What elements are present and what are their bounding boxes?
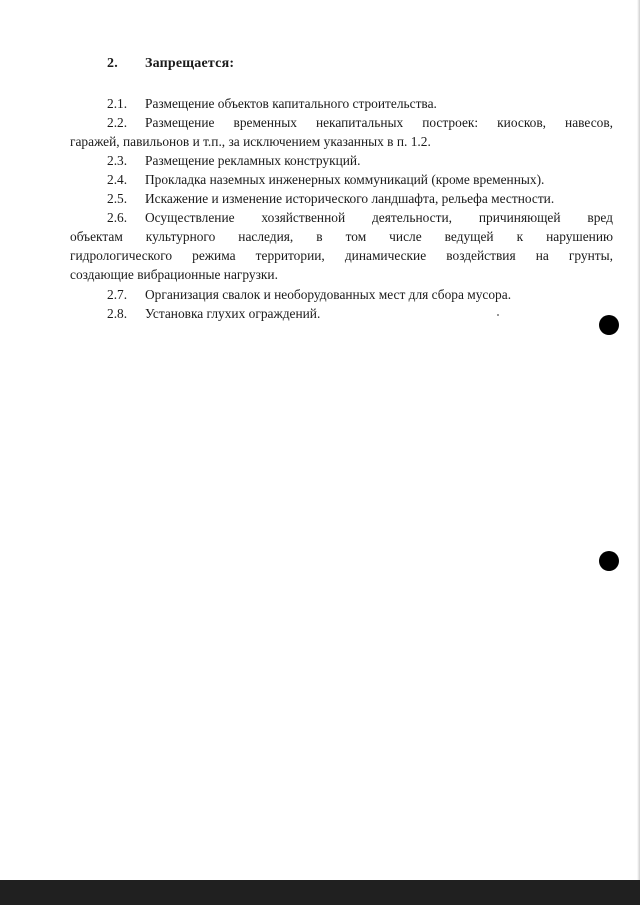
item-line: создающие вибрационные нагрузки.: [70, 267, 278, 282]
item-number: 2.6.: [107, 210, 128, 225]
item-number: 2.1.: [107, 96, 128, 111]
item-line: гаражей, павильонов и т.п., за исключением указанных в п. 1.2.: [70, 134, 431, 149]
item-number: 2.8.: [107, 306, 128, 321]
section-number: 2.: [107, 56, 118, 71]
item-line: [70, 208, 613, 227]
item-text: Размещение временных некапитальных построек: киосков, навесов,: [145, 115, 613, 130]
item-text: Установка глухих ограждений.: [145, 306, 321, 321]
list-item: [70, 113, 613, 151]
section-heading: [107, 56, 234, 72]
item-number: 2.5.: [107, 191, 128, 206]
item-line: [70, 94, 613, 113]
item-text: Размещение объектов капитального строительства.: [145, 96, 437, 111]
item-line: [70, 113, 613, 132]
list-item: [70, 189, 613, 208]
list-item: [70, 170, 613, 189]
list-item: [70, 285, 613, 304]
item-line: [70, 151, 613, 170]
item-line: объектам культурного наследия, в том числе ведущей к нарушению: [70, 229, 613, 244]
item-line: гидрологического режима территории, динамические воздействия на грунты,: [70, 248, 613, 263]
punch-hole: [599, 315, 619, 335]
list-item: [70, 151, 613, 170]
item-line: [70, 285, 613, 304]
item-number: 2.4.: [107, 172, 128, 187]
list-item: [70, 208, 613, 284]
list-item: [70, 304, 613, 323]
item-text: Осуществление хозяйственной деятельности, причиняющей вред: [145, 210, 613, 225]
section-title: Запрещается:: [145, 56, 235, 71]
item-line: [70, 170, 613, 189]
scan-bottom-border: [0, 880, 640, 905]
item-number: 2.2.: [107, 115, 128, 130]
list-item: [70, 94, 613, 113]
item-text: Искажение и изменение исторического ландшафта, рельефа местности.: [145, 191, 555, 206]
item-line: [70, 189, 613, 208]
item-line: [70, 304, 613, 323]
item-number: 2.3.: [107, 153, 128, 168]
item-text: Прокладка наземных инженерных коммуникаций (кроме временных).: [145, 172, 545, 187]
punch-hole: [599, 551, 619, 571]
item-number: 2.7.: [107, 287, 128, 302]
item-text: Организация свалок и необорудованных мест для сбора мусора.: [145, 287, 512, 302]
item-text: Размещение рекламных конструкций.: [145, 153, 361, 168]
scan-speck: [497, 314, 499, 316]
